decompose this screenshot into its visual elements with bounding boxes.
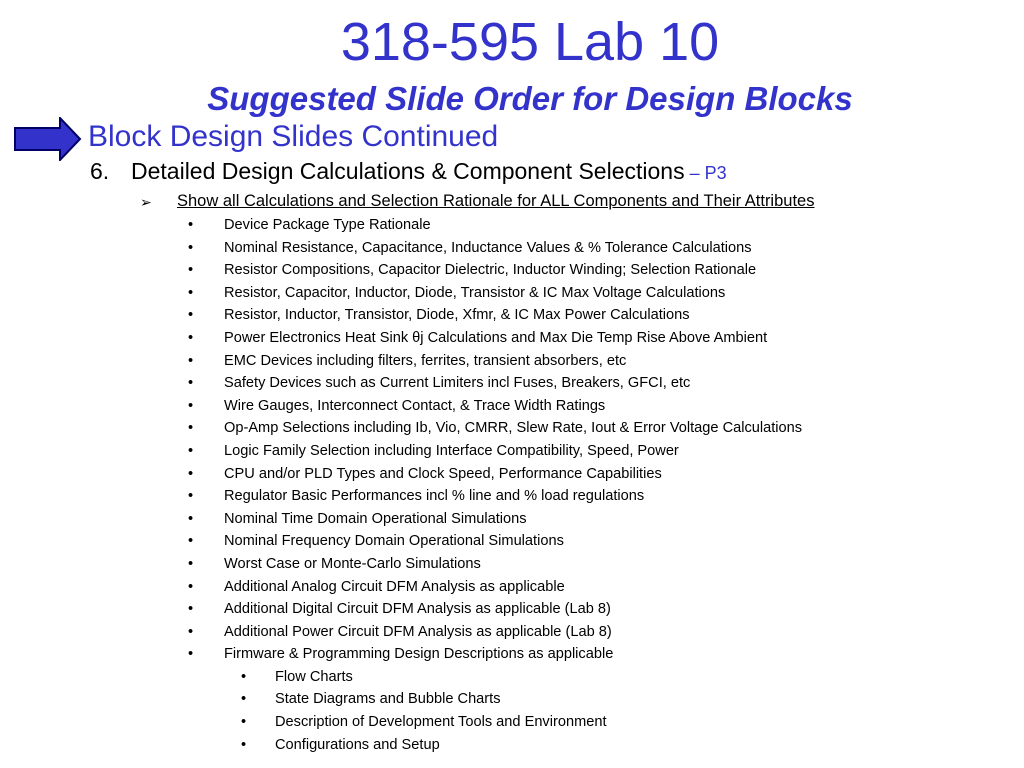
bullet-text: Op-Amp Selections including Ib, Vio, CMRR, Slew Rate, Iout & Error Voltage Calculations: [224, 420, 803, 437]
bullet-dot-icon: •: [188, 352, 194, 369]
item-heading-text: Detailed Design Calculations & Component Selections: [131, 158, 685, 184]
bullet-dot-icon: •: [188, 284, 194, 301]
bullet-text: EMC Devices including filters, ferrites, transient absorbers, etc: [224, 352, 627, 369]
arrow-bullet-icon: ➢: [140, 194, 152, 210]
bullet-text: Firmware & Programming Design Descriptions as applicable: [224, 646, 614, 663]
bullet-text: Worst Case or Monte-Carlo Simulations: [224, 555, 481, 572]
bullet-dot-icon: •: [188, 488, 194, 505]
bullet-text: Logic Family Selection including Interface Compatibility, Speed, Power: [224, 442, 679, 459]
sub-bullet-text: Configurations and Setup: [275, 736, 440, 753]
bullet-text: Resistor Compositions, Capacitor Dielectric, Inductor Winding; Selection Rationale: [224, 262, 757, 279]
bullet-text: Resistor, Inductor, Transistor, Diode, Xfmr, & IC Max Power Calculations: [224, 307, 690, 324]
sub-bullet-text: Description of Development Tools and Environment: [275, 714, 607, 731]
bullet-dot-icon: •: [188, 307, 194, 324]
bullet-dot-icon: •: [188, 555, 194, 572]
bullet-text: Additional Digital Circuit DFM Analysis as applicable (Lab 8): [224, 601, 611, 618]
bullet-text: Wire Gauges, Interconnect Contact, & Trace Width Ratings: [224, 397, 606, 414]
bullet-dot-icon: •: [188, 397, 194, 414]
bullet-text: Additional Analog Circuit DFM Analysis as applicable: [224, 578, 565, 595]
section-heading: Block Design Slides Continued: [88, 120, 499, 153]
sub-bullet-text: Flow Charts: [275, 668, 353, 685]
bullet-dot-icon: •: [188, 465, 194, 482]
bullet-dot-icon: •: [188, 217, 194, 233]
bullet-dot-icon: •: [188, 442, 194, 459]
right-arrow-icon: [14, 117, 82, 161]
bullet-text: Power Electronics Heat Sink θj Calculations and Max Die Temp Rise Above Ambient: [224, 329, 768, 346]
bullet-text: Nominal Frequency Domain Operational Simulations: [224, 533, 564, 550]
bullet-dot-icon: •: [188, 420, 194, 437]
bullet-dot-icon: •: [241, 691, 247, 708]
item-heading-suffix: – P3: [684, 163, 727, 183]
item-number: 6.: [90, 158, 110, 184]
bullet-text: Additional Power Circuit DFM Analysis as applicable (Lab 8): [224, 623, 612, 640]
bullet-text: Device Package Type Rationale: [224, 217, 431, 233]
sub-item-text: Show all Calculations and Selection Rationale for ALL Components and Their Attributes: [177, 192, 815, 210]
bullet-dot-icon: •: [188, 533, 194, 550]
bullet-text: Safety Devices such as Current Limiters incl Fuses, Breakers, GFCI, etc: [224, 375, 691, 392]
slide-title: 318-595 Lab 10: [340, 12, 720, 72]
item-heading: [131, 156, 727, 188]
bullet-dot-icon: •: [241, 668, 247, 685]
bullet-dot-icon: •: [188, 623, 194, 640]
bullet-dot-icon: •: [188, 510, 194, 527]
bullet-dot-icon: •: [188, 601, 194, 618]
bullet-dot-icon: •: [188, 262, 194, 279]
bullet-text: Nominal Time Domain Operational Simulations: [224, 510, 527, 527]
sub-bullet-text: State Diagrams and Bubble Charts: [275, 691, 501, 708]
slide-subtitle: Suggested Slide Order for Design Blocks: [207, 80, 853, 117]
bullet-dot-icon: •: [188, 578, 194, 595]
bullet-text: Nominal Resistance, Capacitance, Inductance Values & % Tolerance Calculations: [224, 239, 752, 256]
bullet-dot-icon: •: [241, 714, 247, 731]
bullet-dot-icon: •: [188, 646, 194, 663]
bullet-text: Regulator Basic Performances incl % line and % load regulations: [224, 488, 645, 505]
bullet-dot-icon: •: [188, 239, 194, 256]
bullet-dot-icon: •: [188, 329, 194, 346]
bullet-dot-icon: •: [241, 736, 247, 753]
bullet-text: Resistor, Capacitor, Inductor, Diode, Transistor & IC Max Voltage Calculations: [224, 284, 726, 301]
bullet-text: CPU and/or PLD Types and Clock Speed, Performance Capabilities: [224, 465, 662, 482]
bullet-dot-icon: •: [188, 375, 194, 392]
